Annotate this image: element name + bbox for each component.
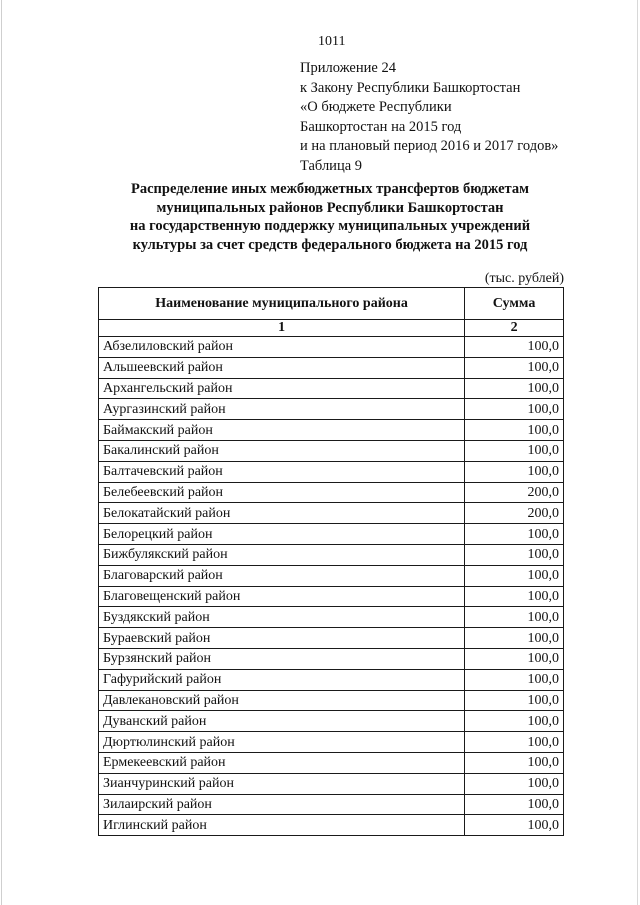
column-number-row — [99, 320, 564, 337]
district-name-cell: Ермекеевский район — [99, 752, 465, 773]
table-row — [99, 337, 564, 358]
document-title — [80, 180, 580, 254]
district-name-cell: Альшеевский район — [99, 357, 465, 378]
amount-cell: 100,0 — [465, 337, 564, 358]
district-name-cell: Бураевский район — [99, 628, 465, 649]
page-number: 1011 — [318, 34, 346, 49]
district-name-cell: Благоварский район — [99, 565, 465, 586]
district-name-cell: Белокатайский район — [99, 503, 465, 524]
district-name-cell: Балтачевский район — [99, 461, 465, 482]
table-row — [99, 357, 564, 378]
amount-cell: 100,0 — [465, 690, 564, 711]
amount-cell: 200,0 — [465, 503, 564, 524]
amount-cell: 100,0 — [465, 565, 564, 586]
units-label: (тыс. рублей) — [484, 271, 564, 286]
appendix-line: и на плановый период 2016 и 2017 годов» — [300, 138, 559, 155]
district-name-cell: Буздякский район — [99, 607, 465, 628]
column-header-amount: Сумма — [465, 288, 564, 320]
table-row — [99, 586, 564, 607]
title-line: Распределение иных межбюджетных трансфертов бюджетам — [131, 181, 529, 197]
amount-cell: 100,0 — [465, 815, 564, 836]
scan-edge-right — [637, 0, 638, 905]
table-row — [99, 524, 564, 545]
appendix-line: Башкортостан на 2015 год — [300, 118, 462, 135]
column-header-district: Наименование муниципального района — [99, 288, 465, 320]
table-row — [99, 461, 564, 482]
amount-cell: 100,0 — [465, 648, 564, 669]
table-row — [99, 628, 564, 649]
amount-cell: 100,0 — [465, 440, 564, 461]
title-line: культуры за счет средств федерального бюджета на 2015 год — [132, 236, 528, 253]
title-line: на государственную поддержку муниципальных учреждений — [129, 218, 531, 234]
district-name-cell: Абзелиловский район — [99, 337, 465, 358]
amount-cell: 100,0 — [465, 461, 564, 482]
amount-cell: 100,0 — [465, 607, 564, 628]
district-name-cell: Гафурийский район — [99, 669, 465, 690]
table-row — [99, 732, 564, 753]
district-name-cell: Дюртюлинский район — [99, 732, 465, 753]
scan-edge-left — [1, 0, 2, 905]
district-name-cell: Бурзянский район — [99, 648, 465, 669]
appendix-line: к Закону Республики Башкортостан — [300, 79, 521, 96]
district-name-cell: Аургазинский район — [99, 399, 465, 420]
table-row — [99, 378, 564, 399]
district-name-cell: Давлекановский район — [99, 690, 465, 711]
district-name-cell: Бижбулякский район — [99, 544, 465, 565]
appendix-line: «О бюджете Республики — [300, 99, 452, 116]
table-row — [99, 503, 564, 524]
district-name-cell: Белорецкий район — [99, 524, 465, 545]
appendix-line: Приложение 24 — [300, 60, 396, 76]
table-row — [99, 440, 564, 461]
amount-cell: 100,0 — [465, 399, 564, 420]
district-name-cell: Белебеевский район — [99, 482, 465, 503]
table-row — [99, 752, 564, 773]
district-name-cell: Дуванский район — [99, 711, 465, 732]
appendix-reference — [300, 59, 558, 177]
amount-cell: 100,0 — [465, 732, 564, 753]
table-row — [99, 690, 564, 711]
amount-cell: 200,0 — [465, 482, 564, 503]
appendix-line: Таблица 9 — [300, 157, 363, 174]
table-row — [99, 773, 564, 794]
table-row — [99, 669, 564, 690]
table-header-row — [99, 288, 564, 320]
district-name-cell: Зилаирский район — [99, 794, 465, 815]
amount-cell: 100,0 — [465, 752, 564, 773]
amount-cell: 100,0 — [465, 420, 564, 441]
amount-cell: 100,0 — [465, 357, 564, 378]
transfers-table — [98, 287, 564, 836]
amount-cell: 100,0 — [465, 378, 564, 399]
district-name-cell: Бакалинский район — [99, 440, 465, 461]
amount-cell: 100,0 — [465, 544, 564, 565]
table-row — [99, 648, 564, 669]
table-row — [99, 607, 564, 628]
title-line: муниципальных районов Республики Башкортостан — [156, 199, 504, 216]
table-row — [99, 420, 564, 441]
table-row — [99, 544, 564, 565]
table-row — [99, 565, 564, 586]
district-name-cell: Благовещенский район — [99, 586, 465, 607]
district-name-cell: Зианчуринский район — [99, 773, 465, 794]
district-name-cell: Баймакский район — [99, 420, 465, 441]
district-name-cell: Иглинский район — [99, 815, 465, 836]
amount-cell: 100,0 — [465, 711, 564, 732]
amount-cell: 100,0 — [465, 669, 564, 690]
district-name-cell: Архангельский район — [99, 378, 465, 399]
table-row — [99, 482, 564, 503]
amount-cell: 100,0 — [465, 773, 564, 794]
table-row — [99, 399, 564, 420]
amount-cell: 100,0 — [465, 628, 564, 649]
amount-cell: 100,0 — [465, 524, 564, 545]
amount-cell: 100,0 — [465, 586, 564, 607]
table-row — [99, 815, 564, 836]
column-number: 1 — [99, 320, 465, 337]
table-row — [99, 794, 564, 815]
column-number: 2 — [465, 320, 564, 337]
table-body — [99, 337, 564, 836]
amount-cell: 100,0 — [465, 794, 564, 815]
table-row — [99, 711, 564, 732]
